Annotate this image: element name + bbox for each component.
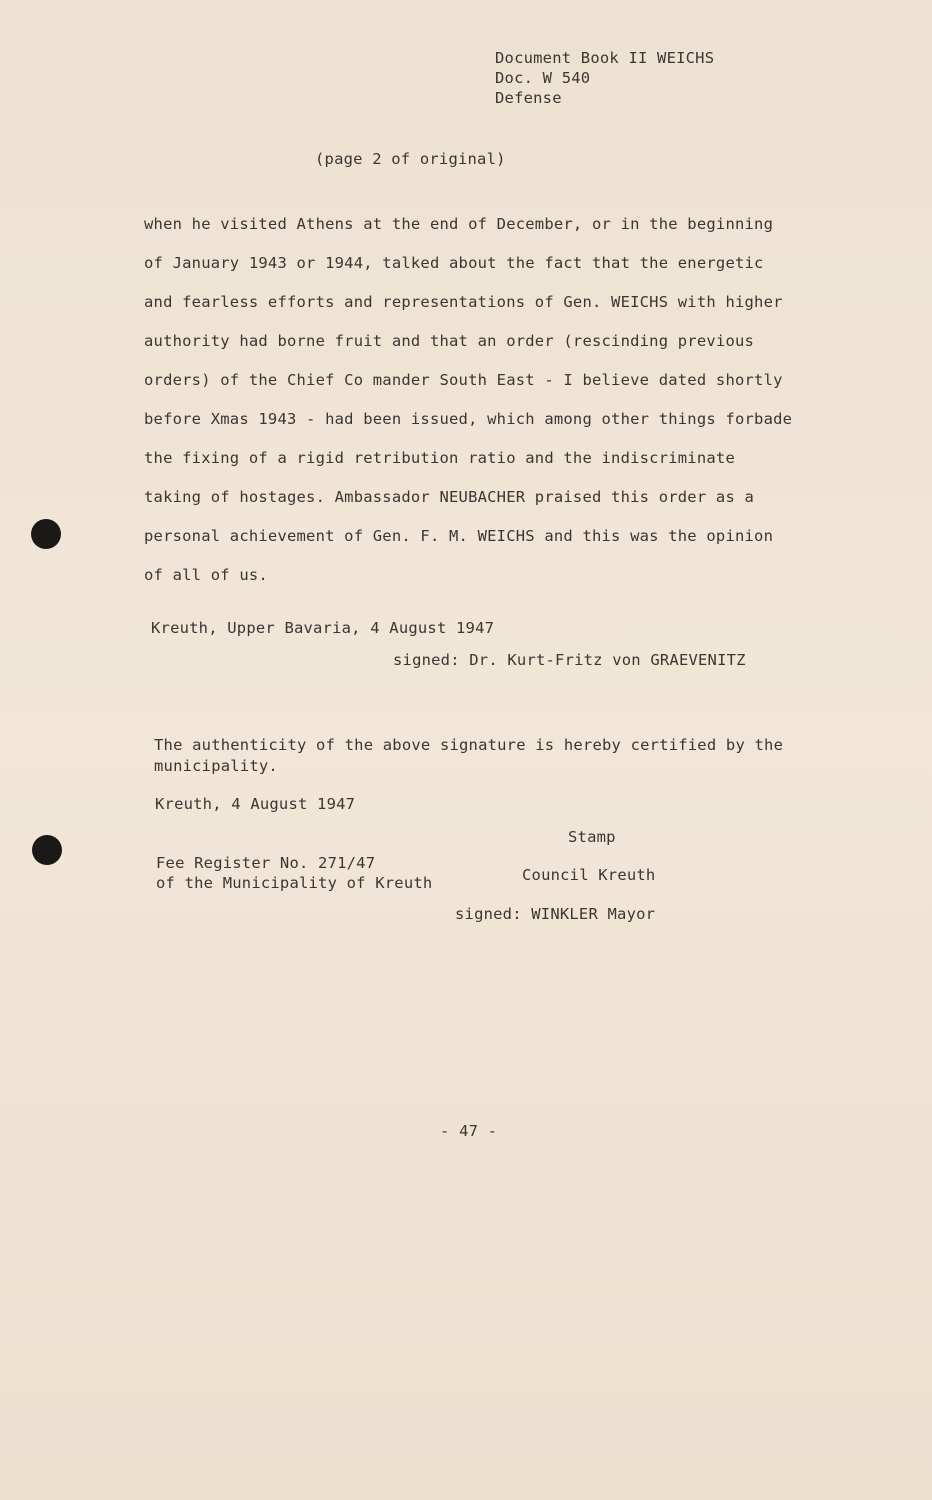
punch-hole — [32, 835, 62, 865]
fee-register-line: Fee Register No. 271/47 — [156, 854, 376, 872]
certification-text — [154, 735, 783, 777]
place-date-statement: Kreuth, Upper Bavaria, 4 August 1947 — [151, 619, 495, 637]
body-line: of all of us. — [144, 566, 268, 584]
signature-affiant: signed: Dr. Kurt-Fritz von GRAEVENITZ — [393, 651, 746, 669]
body-line: the fixing of a rigid retribution ratio and the indiscriminate — [144, 449, 735, 467]
header-doc-line: Doc. W 540 — [495, 69, 591, 87]
fee-register — [156, 853, 432, 893]
body-line: when he visited Athens at the end of December, or in the beginning — [144, 215, 774, 233]
place-date-certification: Kreuth, 4 August 1947 — [155, 795, 356, 813]
punch-hole — [31, 519, 61, 549]
stamp-label: Stamp — [568, 828, 616, 846]
header-defense-line: Defense — [495, 89, 562, 107]
page-number: - 47 - — [440, 1122, 498, 1140]
body-paragraph — [144, 205, 792, 595]
certification-line: municipality. — [154, 757, 278, 775]
page-of-original: (page 2 of original) — [315, 150, 506, 168]
body-line: taking of hostages. Ambassador NEUBACHER praised this order as a — [144, 488, 755, 506]
body-line: and fearless efforts and representations of Gen. WEICHS with higher — [144, 293, 783, 311]
body-line: orders) of the Chief Co mander South East - I believe dated shortly — [144, 371, 783, 389]
body-line: personal achievement of Gen. F. M. WEICHS and this was the opinion — [144, 527, 774, 545]
body-line: before Xmas 1943 - had been issued, which among other things forbade — [144, 410, 793, 428]
body-line: of January 1943 or 1944, talked about the fact that the energetic — [144, 254, 764, 272]
document-header — [495, 48, 714, 108]
body-line: authority had borne fruit and that an order (rescinding previous — [144, 332, 755, 350]
certification-line: The authenticity of the above signature is hereby certified by the — [154, 736, 784, 754]
header-book-line: Document Book II WEICHS — [495, 49, 715, 67]
fee-register-line: of the Municipality of Kreuth — [156, 874, 433, 892]
signature-mayor: signed: WINKLER Mayor — [455, 905, 656, 923]
council-label: Council Kreuth — [522, 866, 656, 884]
